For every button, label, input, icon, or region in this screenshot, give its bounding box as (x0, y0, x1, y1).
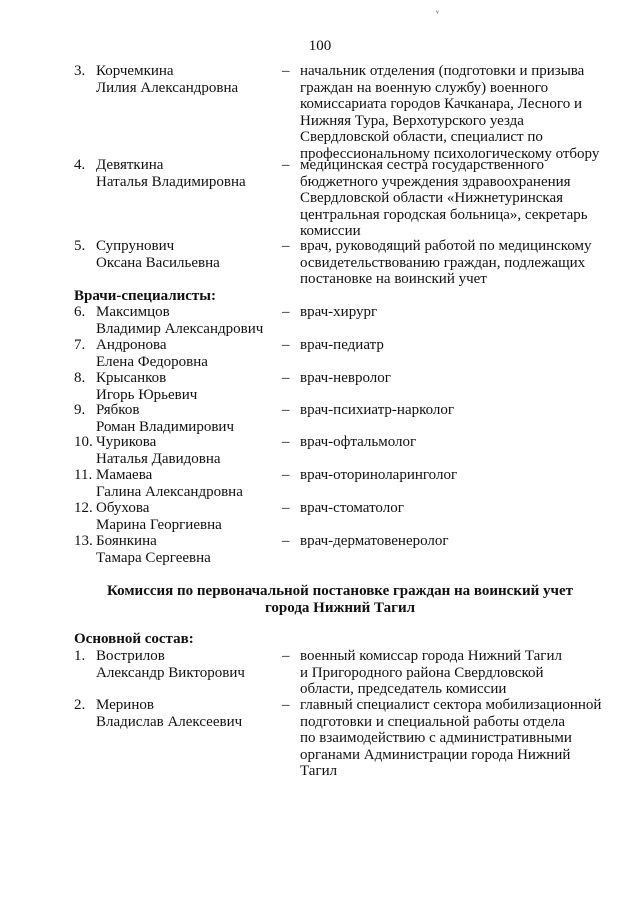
specialists-heading: Врачи-специалисты: (74, 288, 217, 304)
item-number: 11. (74, 467, 93, 483)
corner-mark: ᵛ (436, 8, 439, 19)
page-number: 100 (308, 38, 332, 54)
person-role: военный комиссар города Нижний Тагил и Пригородного района Свердловской области, председатель комиссии (300, 648, 562, 697)
dash: – (282, 370, 290, 386)
person-role: врач-стоматолог (300, 500, 404, 516)
person-name: Девяткина Наталья Владимировна (96, 157, 246, 190)
person-name: Чурикова Наталья Давидовна (96, 434, 221, 467)
dash: – (282, 648, 290, 664)
item-number: 1. (74, 648, 86, 664)
item-number: 6. (74, 304, 86, 320)
commission-title: Комиссия по первоначальной постановке граждан на воинский учет города Нижний Тагил (107, 583, 573, 616)
person-role: врач-невролог (300, 370, 391, 386)
dash: – (282, 63, 290, 79)
dash: – (282, 467, 290, 483)
person-role: врач-психиатр-нарколог (300, 402, 455, 418)
dash: – (282, 157, 290, 173)
item-number: 4. (74, 157, 86, 173)
person-role: врач-хирург (300, 304, 378, 320)
person-name: Вострилов Александр Викторович (96, 648, 245, 681)
person-name: Андронова Елена Федоровна (96, 337, 208, 370)
person-name: Меринов Владислав Алексеевич (96, 697, 243, 730)
dash: – (282, 238, 290, 254)
main-composition-heading: Основной состав: (74, 631, 194, 647)
person-role: врач-оториноларинголог (300, 467, 458, 483)
dash: – (282, 304, 290, 320)
person-name: Супрунович Оксана Васильевна (96, 238, 220, 271)
person-name: Крысанков Игорь Юрьевич (96, 370, 198, 403)
person-role: врач, руководящий работой по медицинскому освидетельствованию граждан, подлежащих постановке на воинский учет (300, 238, 592, 287)
dash: – (282, 402, 290, 418)
item-number: 8. (74, 370, 86, 386)
person-role: медицинская сестра государственного бюджетного учреждения здравоохранения Свердловской области «Нижнетуринская центральная городская больница», секретарь комиссии (300, 157, 588, 239)
person-name: Мамаева Галина Александровна (96, 467, 243, 500)
item-number: 13. (74, 533, 93, 549)
person-role: врач-офтальмолог (300, 434, 417, 450)
item-number: 12. (74, 500, 93, 516)
dash: – (282, 533, 290, 549)
item-number: 5. (74, 238, 86, 254)
item-number: 10. (74, 434, 93, 450)
person-name: Максимцов Владимир Александрович (96, 304, 264, 337)
person-role: начальник отделения (подготовки и призыва граждан на военную службу) военного комиссариата городов Качканара, Лесного и Нижняя Тура, Верхотурского уезда Свердловской области, специалист по профессиональному психологическому отбору (300, 63, 600, 162)
person-name: Рябков Роман Владимирович (96, 402, 234, 435)
person-name: Корчемкина Лилия Александровна (96, 63, 239, 96)
person-name: Боянкина Тамара Сергеевна (96, 533, 211, 566)
item-number: 9. (74, 402, 86, 418)
item-number: 7. (74, 337, 86, 353)
dash: – (282, 697, 290, 713)
dash: – (282, 500, 290, 516)
dash: – (282, 337, 290, 353)
person-role: врач-дерматовенеролог (300, 533, 449, 549)
item-number: 2. (74, 697, 86, 713)
person-role: главный специалист сектора мобилизационной подготовки и специальной работы отдела по взаимодействию с административными органами Администрации города Нижний Тагил (300, 697, 602, 779)
item-number: 3. (74, 63, 86, 79)
person-name: Обухова Марина Георгиевна (96, 500, 222, 533)
person-role: врач-педиатр (300, 337, 384, 353)
dash: – (282, 434, 290, 450)
